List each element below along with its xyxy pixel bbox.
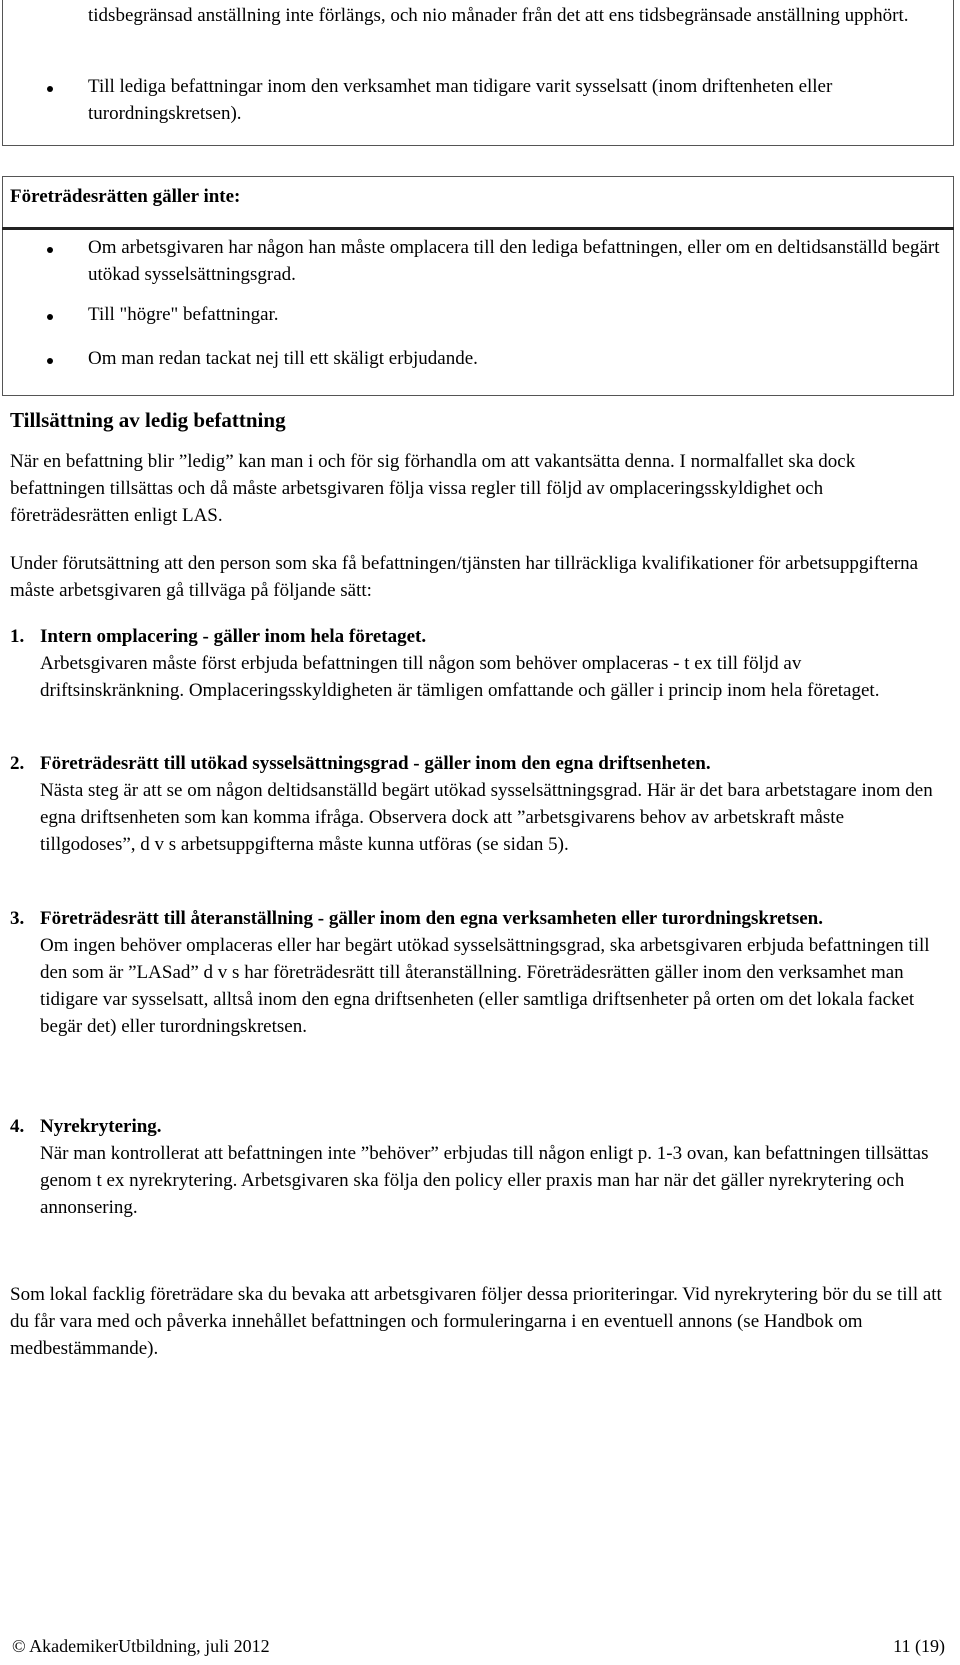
intro-paragraph: När en befattning blir ”ledig” kan man i och för sig förhandla om att vakantsätta denna. I normalfallet ska dock befattningen tillsättas och då måste arbetsgivaren följa vissa regler till följd av omplaceringsskyldighet och företrädesrätten enligt LAS. [10,451,856,526]
step-number: 3. [10,908,25,929]
bullet-dot [47,358,53,364]
intro-paragraph: Under förutsättning att den person som ska få befattningen/tjänsten har tillräckliga kvalifikationer för arbetsuppgifterna måste arbetsgivaren gå tillväga på följande sätt: [10,553,919,601]
footer-copyright: © AkademikerUtbildning, juli 2012 [12,1636,270,1656]
exceptions-heading: Företrädesrätten gäller inte: [10,186,241,207]
exception-item: Om arbetsgivaren har någon han måste omplacera till den lediga befattningen, eller om en deltidsanställd begärt utökad sysselsättningsgrad. [88,237,940,285]
step-body: När man kontrollerat att befattningen inte ”behöver” erbjudas till någon enligt p. 1-3 ovan, kan befattningen tillsättas genom t ex nyrekrytering. Arbetsgivaren ska följa den policy eller praxis man har när det gäller nyrekrytering och annonsering. [40,1143,929,1218]
bullet-dot [47,247,53,253]
bullet-dot [47,86,53,92]
step-title: Företrädesrätt till återanställning - gäller inom den egna verksamheten eller turordningskretsen. [40,908,823,929]
continued-bullet-text: Till lediga befattningar inom den verksamhet man tidigare varit sysselsatt (inom driftenheten eller turordningskretsen). [88,76,833,124]
exception-item: Om man redan tackat nej till ett skäligt erbjudande. [88,348,478,369]
step-title: Intern omplacering - gäller inom hela företaget. [40,626,427,647]
bullet-dot [47,314,53,320]
heading-rule [2,227,954,230]
step-body: Arbetsgivaren måste först erbjuda befattningen till någon som behöver omplaceras - t ex till följd av driftsinskränkning. Omplaceringsskyldigheten är tämligen omfattande och gäller i princip inom hela företaget. [40,653,880,701]
step-number: 2. [10,753,25,774]
closing-paragraph: Som lokal facklig företrädare ska du bevaka att arbetsgivaren följer dessa prioriteringar. Vid nyrekrytering bör du se till att du får vara med och påverka innehållet befattningen och formuleringarna i en eventuell annons (se Handbok om medbestämmande). [10,1284,942,1359]
step-number: 4. [10,1116,25,1137]
step-2 [40,750,940,858]
section-heading: Tillsättning av ledig befattning [10,408,286,432]
exception-item: Till "högre" befattningar. [88,304,279,325]
page-number: 11 (19) [893,1636,945,1656]
step-title: Företrädesrätt till utökad sysselsättningsgrad - gäller inom den egna driftsenheten. [40,753,711,774]
step-body: Nästa steg är att se om någon deltidsanställd begärt utökad sysselsättningsgrad. Här är det bara arbetstagare inom den egna driftsenheten som kan komma ifråga. Observera dock att ”arbetsgivarens behov av arbetskraft måste tillgodoses”, d v s arbetsuppgifterna måste kunna utföras (se sidan 5). [40,780,933,855]
step-number: 1. [10,626,25,647]
step-3 [40,905,940,1040]
continued-text: tidsbegränsad anställning inte förlängs, och nio månader från det att ens tidsbegränsade anställning upphört. [88,5,909,26]
step-4 [40,1113,940,1221]
step-1 [40,623,940,704]
step-title: Nyrekrytering. [40,1116,162,1137]
step-body: Om ingen behöver omplaceras eller har begärt utökad sysselsättningsgrad, ska arbetsgivaren erbjuda befattningen till den som är ”LASad” d v s har företrädesrätt till återanställning. Företrädesrätten gäller inom den verksamhet man tidigare var sysselsatt, alltså inom den egna driftsenheten (eller samtliga driftsenheter på orten om det lokala facket begär det) eller turordningskretsen. [40,935,930,1037]
